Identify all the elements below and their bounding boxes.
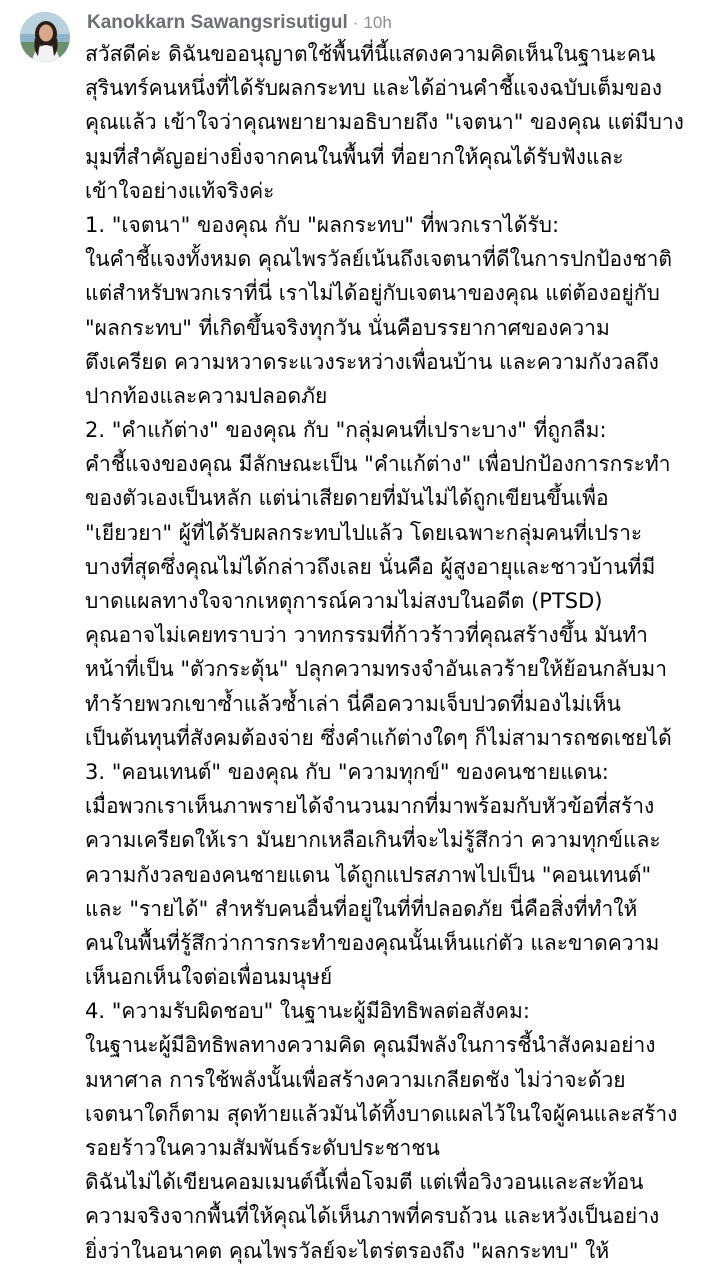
comment-line: รอยร้าวในความสัมพันธ์ระดับประชาชน: [85, 1136, 440, 1160]
comment-line: สวัสดีค่ะ ดิฉันขออนุญาตใช้พื้นที่นี้แสดงความคิดเห็นในฐานะคน: [85, 42, 656, 66]
comment-line: ตึงเครียด ความหวาดระแวงระหว่างเพื่อนบ้าน และความกังวลถึง: [85, 349, 659, 374]
comment-line: บางที่สุดซึ่งคุณไม่ได้กล่าวถึงเลย นั่นคือ ผู้สูงอายุและชาวบ้านที่มี: [85, 554, 656, 579]
comment-line: เมื่อพวกเราเห็นภาพรายได้จำนวนมากที่มาพร้อมกับหัวข้อที่สร้าง: [85, 794, 655, 819]
comment-line: คนในพื้นที่รู้สึกว่าการกระทำของคุณนั้นเห็นแก่ตัว และขาดความ: [85, 930, 660, 955]
separator-dot: ·: [352, 13, 359, 32]
comment-header: [87, 12, 392, 38]
comment-line: ของตัวเองเป็นหลัก แต่น่าเสียดายที่มันไม่ได้ถูกเขียนขึ้นเพื่อ: [85, 486, 609, 511]
comment-line: ความกังวลของคนชายแดน ได้ถูกแปรสภาพไปเป็น "คอนเทนต์": [85, 862, 652, 887]
comment-line: 3. "คอนเทนต์" ของคุณ กับ "ความทุกข์" ของคนชายแดน:: [85, 759, 609, 784]
comment-line: ปากท้องและความปลอดภัย: [85, 383, 328, 408]
comment-line: เป็นต้นทุนที่สังคมต้องจ่าย ซึ่งคำแก้ต่างใดๆ ก็ไม่สามารถชดเชยได้: [85, 725, 672, 750]
timestamp[interactable]: 10h: [363, 13, 392, 32]
comment-line: หน้าที่เป็น "ตัวกระตุ้น" ปลุกความทรงจำอันเลวร้ายให้ย้อนกลับมา: [85, 657, 668, 682]
author-name[interactable]: Kanokkarn Sawangsrisutigul: [87, 12, 348, 33]
comment-line: ความจริงจากพื้นที่ให้คุณได้เห็นภาพที่ครบถ้วน และหวังเป็นอย่าง: [85, 1204, 660, 1229]
comment-body: [85, 37, 707, 1268]
comment-line: ทำร้ายพวกเขาซ้ำแล้วซ้ำเล่า นี่คือความเจ็บปวดที่มองไม่เห็น: [85, 691, 621, 716]
comment-line: แต่สำหรับพวกเราที่นี่ เราไม่ได้อยู่กับเจตนาของคุณ แต่ต้องอยู่กับ: [85, 281, 660, 306]
comment-line: มหาศาล การใช้พลังนั้นเพื่อสร้างความเกลียดชัง ไม่ว่าจะด้วย: [85, 1067, 626, 1092]
comment-line: และ "รายได้" สำหรับคนอื่นที่อยู่ในที่ที่ปลอดภัย นี่คือสิ่งที่ทำให้: [85, 896, 638, 921]
comment-line: 2. "คำแก้ต่าง" ของคุณ กับ "กลุ่มคนที่เปราะบาง" ที่ถูกลืม:: [85, 418, 607, 443]
comment-line: "เยียวยา" ผู้ที่ได้รับผลกระทบไปแล้ว โดยเฉพาะกลุ่มคนที่เปราะ: [85, 520, 643, 545]
comment-line: สุรินทร์คนหนึ่งที่ได้รับผลกระทบ และได้อ่านคำชี้แจงฉบับเต็มของ: [85, 76, 663, 101]
comment-line: เห็นอกเห็นใจต่อเพื่อนมนุษย์: [85, 965, 333, 990]
comment-line: ในฐานะผู้มีอิทธิพลทางความคิด คุณมีพลังในการชี้นำสังคมอย่าง: [85, 1033, 656, 1058]
comment-line: "ผลกระทบ" ที่เกิดขึ้นจริงทุกวัน นั่นคือบรรยากาศของความ: [85, 315, 610, 340]
comment-line: ดิฉันไม่ได้เขียนคอมเมนต์นี้เพื่อโจมตี แต่เพื่อวิงวอนและสะท้อน: [85, 1170, 644, 1195]
comment-line: ความเครียดให้เรา มันยากเหลือเกินที่จะไม่รู้สึกว่า ความทุกข์และ: [85, 828, 661, 853]
comment-line: ยิ่งว่าในอนาคต คุณไพรวัลย์จะไตร่ตรองถึง "ผลกระทบ" ให้: [85, 1238, 610, 1263]
comment-line: คุณอาจไม่เคยทราบว่า วาทกรรมที่ก้าวร้าวที่คุณสร้างขึ้น มันทำ: [85, 623, 648, 648]
comment-line: บาดแผลทางใจจากเหตุการณ์ความไม่สงบในอดีต (PTSD): [85, 589, 603, 613]
avatar-photo: [20, 12, 70, 62]
avatar[interactable]: [20, 12, 70, 62]
comment-line: เจตนาใดก็ตาม สุดท้ายแล้วมันได้ทิ้งบาดแผลไว้ในใจผู้คนและสร้าง: [85, 1101, 678, 1126]
comment-line: เข้าใจอย่างแท้จริงค่ะ: [85, 178, 275, 203]
comment-line: มุมที่สำคัญอย่างยิ่งจากคนในพื้นที่ ที่อยากให้คุณได้รับฟังและ: [85, 144, 624, 169]
comment-line: คำชี้แจงของคุณ มีลักษณะเป็น "คำแก้ต่าง" เพื่อปกป้องการกระทำ: [85, 452, 671, 477]
comment-line: 4. "ความรับผิดชอบ" ในฐานะผู้มีอิทธิพลต่อสังคม:: [85, 999, 530, 1024]
comment-line: 1. "เจตนา" ของคุณ กับ "ผลกระทบ" ที่พวกเราได้รับ:: [85, 212, 560, 237]
comment-line: คุณแล้ว เข้าใจว่าคุณพยายามอธิบายถึง "เจตนา" ของคุณ แต่มีบาง: [85, 110, 684, 135]
comment-line: ในคำชี้แจงทั้งหมด คุณไพรวัลย์เน้นถึงเจตนาที่ดีในการปกป้องชาติ: [85, 247, 672, 272]
